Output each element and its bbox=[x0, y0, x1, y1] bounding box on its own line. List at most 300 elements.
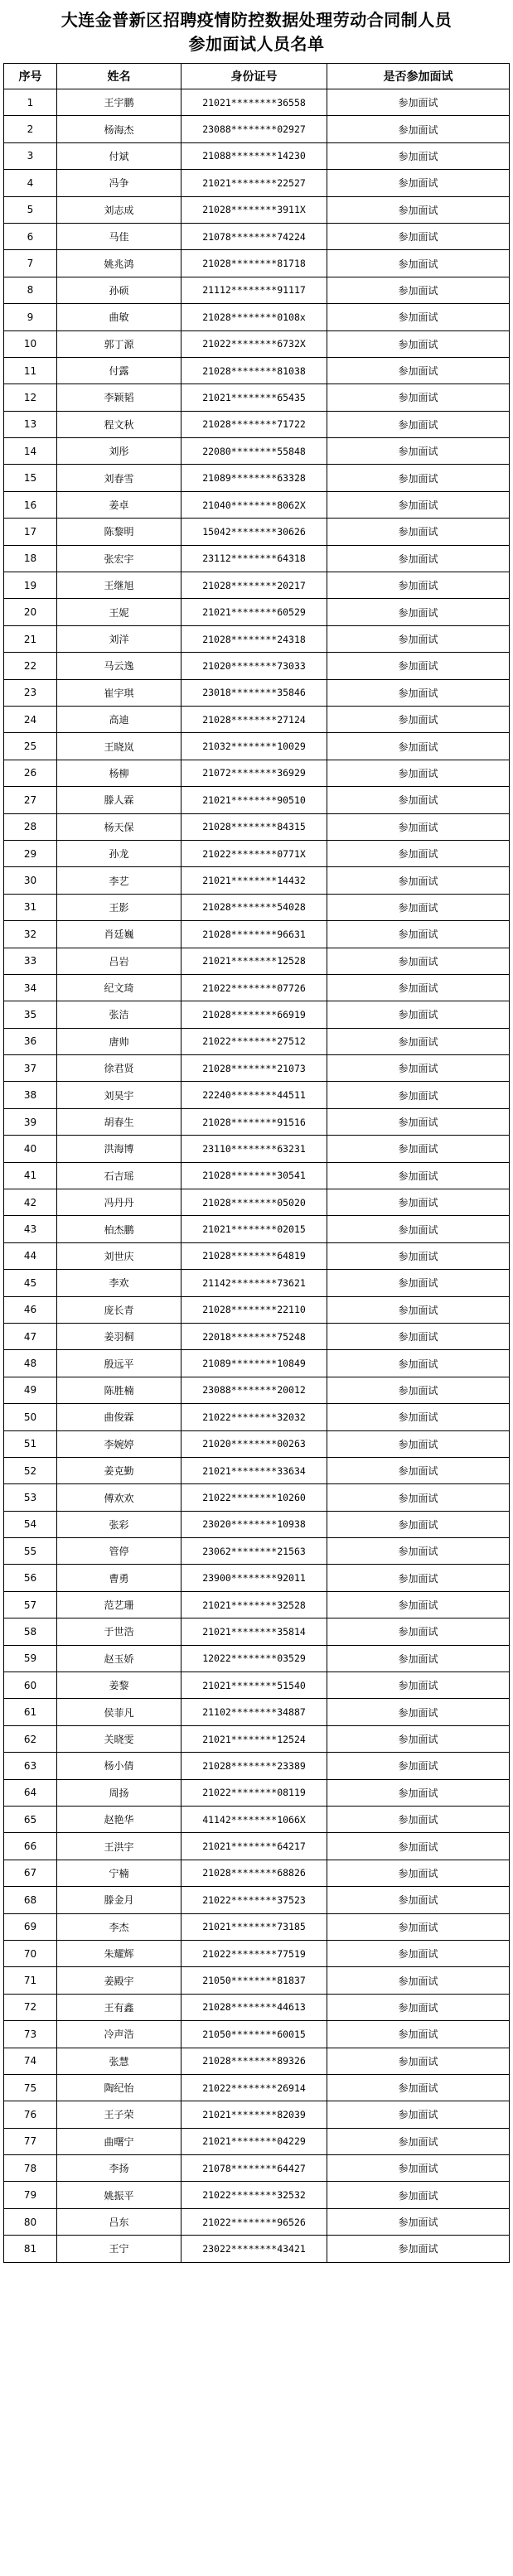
cell-serial-number: 11 bbox=[4, 357, 57, 384]
cell-interview-status: 参加面试 bbox=[327, 1645, 510, 1672]
cell-id-number: 21028********96631 bbox=[181, 921, 327, 948]
cell-interview-status: 参加面试 bbox=[327, 357, 510, 384]
cell-interview-status: 参加面试 bbox=[327, 1108, 510, 1135]
cell-interview-status: 参加面试 bbox=[327, 572, 510, 599]
table-row bbox=[4, 1994, 510, 2020]
cell-id-number: 21021********51540 bbox=[181, 1672, 327, 1699]
cell-serial-number: 62 bbox=[4, 1725, 57, 1752]
table-row bbox=[4, 2048, 510, 2074]
table-row bbox=[4, 491, 510, 518]
cell-id-number: 21028********54028 bbox=[181, 894, 327, 920]
cell-id-number: 21028********05020 bbox=[181, 1189, 327, 1216]
cell-name: 曹勇 bbox=[57, 1565, 181, 1591]
cell-id-number: 41142********1066X bbox=[181, 1807, 327, 1833]
cell-interview-status: 参加面试 bbox=[327, 974, 510, 1001]
cell-id-number: 21022********32032 bbox=[181, 1404, 327, 1430]
table-row bbox=[4, 1001, 510, 1028]
cell-serial-number: 53 bbox=[4, 1484, 57, 1511]
cell-serial-number: 70 bbox=[4, 1940, 57, 1966]
cell-serial-number: 4 bbox=[4, 170, 57, 196]
table-row bbox=[4, 1270, 510, 1296]
cell-interview-status: 参加面试 bbox=[327, 438, 510, 465]
cell-interview-status: 参加面试 bbox=[327, 653, 510, 679]
cell-name: 姚振平 bbox=[57, 2182, 181, 2208]
cell-name: 陶纪怡 bbox=[57, 2074, 181, 2101]
cell-interview-status: 参加面试 bbox=[327, 277, 510, 303]
cell-name: 姜卓 bbox=[57, 491, 181, 518]
cell-serial-number: 14 bbox=[4, 438, 57, 465]
cell-interview-status: 参加面试 bbox=[327, 1216, 510, 1242]
cell-serial-number: 54 bbox=[4, 1511, 57, 1537]
cell-name: 姜羽桐 bbox=[57, 1323, 181, 1349]
cell-id-number: 21028********71722 bbox=[181, 411, 327, 437]
cell-serial-number: 51 bbox=[4, 1430, 57, 1457]
cell-interview-status: 参加面试 bbox=[327, 894, 510, 920]
table-row bbox=[4, 706, 510, 732]
cell-id-number: 21028********0108x bbox=[181, 304, 327, 330]
cell-id-number: 21050********60015 bbox=[181, 2021, 327, 2048]
cell-name: 陈胜楠 bbox=[57, 1377, 181, 1403]
table-row bbox=[4, 1216, 510, 1242]
cell-id-number: 21021********82039 bbox=[181, 2101, 327, 2128]
cell-interview-status: 参加面试 bbox=[327, 2021, 510, 2048]
cell-name: 肖廷巍 bbox=[57, 921, 181, 948]
cell-name: 王洪宇 bbox=[57, 1833, 181, 1860]
cell-serial-number: 55 bbox=[4, 1538, 57, 1565]
cell-serial-number: 24 bbox=[4, 706, 57, 732]
cell-serial-number: 61 bbox=[4, 1699, 57, 1725]
table-row bbox=[4, 653, 510, 679]
cell-interview-status: 参加面试 bbox=[327, 1994, 510, 2020]
cell-interview-status: 参加面试 bbox=[327, 1350, 510, 1377]
table-row bbox=[4, 223, 510, 249]
table-row bbox=[4, 250, 510, 277]
cell-serial-number: 50 bbox=[4, 1404, 57, 1430]
cell-id-number: 21022********08119 bbox=[181, 1779, 327, 1806]
cell-id-number: 21021********22527 bbox=[181, 170, 327, 196]
title-line-2: 参加面试人员名单 bbox=[188, 34, 325, 54]
cell-interview-status: 参加面试 bbox=[327, 196, 510, 223]
cell-name: 柏杰鹏 bbox=[57, 1216, 181, 1242]
cell-id-number: 22018********75248 bbox=[181, 1323, 327, 1349]
cell-name: 王晓岚 bbox=[57, 733, 181, 760]
cell-id-number: 23020********10938 bbox=[181, 1511, 327, 1537]
table-row bbox=[4, 465, 510, 491]
cell-interview-status: 参加面试 bbox=[327, 1779, 510, 1806]
cell-id-number: 12022********03529 bbox=[181, 1645, 327, 1672]
cell-interview-status: 参加面试 bbox=[327, 1940, 510, 1966]
cell-interview-status: 参加面试 bbox=[327, 1967, 510, 1994]
cell-serial-number: 39 bbox=[4, 1108, 57, 1135]
cell-name: 李颖韬 bbox=[57, 384, 181, 411]
cell-id-number: 22080********55848 bbox=[181, 438, 327, 465]
cell-id-number: 21022********26914 bbox=[181, 2074, 327, 2101]
cell-serial-number: 28 bbox=[4, 813, 57, 840]
cell-name: 王影 bbox=[57, 894, 181, 920]
cell-interview-status: 参加面试 bbox=[327, 1404, 510, 1430]
cell-id-number: 15042********30626 bbox=[181, 519, 327, 545]
table-row bbox=[4, 679, 510, 706]
cell-id-number: 23088********02927 bbox=[181, 116, 327, 142]
cell-interview-status: 参加面试 bbox=[327, 1028, 510, 1054]
cell-id-number: 21022********96526 bbox=[181, 2208, 327, 2235]
table-row bbox=[4, 2074, 510, 2101]
cell-serial-number: 17 bbox=[4, 519, 57, 545]
table-row bbox=[4, 89, 510, 116]
table-row bbox=[4, 2101, 510, 2128]
cell-name: 冯丹丹 bbox=[57, 1189, 181, 1216]
cell-serial-number: 13 bbox=[4, 411, 57, 437]
cell-interview-status: 参加面试 bbox=[327, 116, 510, 142]
cell-id-number: 21040********8062X bbox=[181, 491, 327, 518]
cell-serial-number: 52 bbox=[4, 1457, 57, 1483]
cell-serial-number: 19 bbox=[4, 572, 57, 599]
cell-interview-status: 参加面试 bbox=[327, 1001, 510, 1028]
cell-name: 刘洋 bbox=[57, 625, 181, 652]
cell-name: 王继旭 bbox=[57, 572, 181, 599]
cell-id-number: 21021********32528 bbox=[181, 1591, 327, 1618]
cell-id-number: 21028********22110 bbox=[181, 1296, 327, 1323]
cell-id-number: 21028********89326 bbox=[181, 2048, 327, 2074]
cell-name: 关晓雯 bbox=[57, 1725, 181, 1752]
cell-serial-number: 47 bbox=[4, 1323, 57, 1349]
cell-serial-number: 76 bbox=[4, 2101, 57, 2128]
cell-serial-number: 77 bbox=[4, 2128, 57, 2154]
cell-serial-number: 43 bbox=[4, 1216, 57, 1242]
cell-interview-status: 参加面试 bbox=[327, 1753, 510, 1779]
cell-name: 于世浩 bbox=[57, 1618, 181, 1645]
cell-id-number: 21021********02015 bbox=[181, 1216, 327, 1242]
cell-name: 程文秋 bbox=[57, 411, 181, 437]
cell-interview-status: 参加面试 bbox=[327, 1082, 510, 1108]
cell-name: 曲俊霖 bbox=[57, 1404, 181, 1430]
table-row bbox=[4, 1055, 510, 1082]
cell-serial-number: 3 bbox=[4, 142, 57, 169]
cell-id-number: 21021********04229 bbox=[181, 2128, 327, 2154]
cell-serial-number: 36 bbox=[4, 1028, 57, 1054]
cell-serial-number: 20 bbox=[4, 599, 57, 625]
cell-serial-number: 35 bbox=[4, 1001, 57, 1028]
cell-id-number: 21021********14432 bbox=[181, 867, 327, 894]
cell-interview-status: 参加面试 bbox=[327, 1296, 510, 1323]
cell-interview-status: 参加面试 bbox=[327, 1833, 510, 1860]
table-row bbox=[4, 625, 510, 652]
cell-id-number: 21021********12528 bbox=[181, 948, 327, 974]
table-row bbox=[4, 1940, 510, 1966]
table-row bbox=[4, 2182, 510, 2208]
cell-serial-number: 69 bbox=[4, 1913, 57, 1940]
cell-name: 侯菲凡 bbox=[57, 1699, 181, 1725]
cell-name: 孙硕 bbox=[57, 277, 181, 303]
header-id-number: 身份证号 bbox=[181, 64, 327, 89]
table-row bbox=[4, 196, 510, 223]
cell-name: 孙龙 bbox=[57, 840, 181, 866]
table-row bbox=[4, 760, 510, 786]
cell-interview-status: 参加面试 bbox=[327, 465, 510, 491]
cell-interview-status: 参加面试 bbox=[327, 679, 510, 706]
cell-interview-status: 参加面试 bbox=[327, 170, 510, 196]
table-row bbox=[4, 1189, 510, 1216]
cell-interview-status: 参加面试 bbox=[327, 519, 510, 545]
cell-id-number: 21028********81718 bbox=[181, 250, 327, 277]
cell-name: 庞长青 bbox=[57, 1296, 181, 1323]
cell-serial-number: 56 bbox=[4, 1565, 57, 1591]
table-row bbox=[4, 1136, 510, 1162]
cell-name: 杨海杰 bbox=[57, 116, 181, 142]
table-row bbox=[4, 572, 510, 599]
cell-serial-number: 74 bbox=[4, 2048, 57, 2074]
cell-interview-status: 参加面试 bbox=[327, 1725, 510, 1752]
cell-serial-number: 9 bbox=[4, 304, 57, 330]
cell-serial-number: 44 bbox=[4, 1242, 57, 1269]
table-row bbox=[4, 921, 510, 948]
cell-id-number: 21078********74224 bbox=[181, 223, 327, 249]
cell-id-number: 22240********44511 bbox=[181, 1082, 327, 1108]
cell-serial-number: 65 bbox=[4, 1807, 57, 1833]
cell-id-number: 21021********36558 bbox=[181, 89, 327, 116]
cell-interview-status: 参加面试 bbox=[327, 1618, 510, 1645]
cell-serial-number: 45 bbox=[4, 1270, 57, 1296]
table-row bbox=[4, 1108, 510, 1135]
cell-name: 张慧 bbox=[57, 2048, 181, 2074]
cell-interview-status: 参加面试 bbox=[327, 733, 510, 760]
cell-interview-status: 参加面试 bbox=[327, 1860, 510, 1886]
table-row bbox=[4, 1162, 510, 1189]
table-row bbox=[4, 1913, 510, 1940]
cell-id-number: 21021********60529 bbox=[181, 599, 327, 625]
cell-interview-status: 参加面试 bbox=[327, 1242, 510, 1269]
table-row bbox=[4, 2021, 510, 2048]
cell-interview-status: 参加面试 bbox=[327, 411, 510, 437]
cell-interview-status: 参加面试 bbox=[327, 2182, 510, 2208]
table-header bbox=[4, 64, 510, 89]
cell-interview-status: 参加面试 bbox=[327, 223, 510, 249]
cell-serial-number: 34 bbox=[4, 974, 57, 1001]
cell-name: 王妮 bbox=[57, 599, 181, 625]
cell-serial-number: 18 bbox=[4, 545, 57, 572]
cell-name: 徐君贤 bbox=[57, 1055, 181, 1082]
cell-serial-number: 75 bbox=[4, 2074, 57, 2101]
cell-id-number: 21021********90510 bbox=[181, 787, 327, 813]
cell-name: 洪海博 bbox=[57, 1136, 181, 1162]
cell-serial-number: 21 bbox=[4, 625, 57, 652]
cell-serial-number: 68 bbox=[4, 1887, 57, 1913]
cell-serial-number: 79 bbox=[4, 2182, 57, 2208]
cell-name: 赵艳华 bbox=[57, 1807, 181, 1833]
cell-serial-number: 15 bbox=[4, 465, 57, 491]
table-row bbox=[4, 1887, 510, 1913]
cell-serial-number: 22 bbox=[4, 653, 57, 679]
cell-interview-status: 参加面试 bbox=[327, 1457, 510, 1483]
cell-name: 崔宇琪 bbox=[57, 679, 181, 706]
cell-interview-status: 参加面试 bbox=[327, 1538, 510, 1565]
cell-serial-number: 66 bbox=[4, 1833, 57, 1860]
cell-name: 李艺 bbox=[57, 867, 181, 894]
table-row bbox=[4, 519, 510, 545]
cell-id-number: 21022********27512 bbox=[181, 1028, 327, 1054]
table-row bbox=[4, 1860, 510, 1886]
cell-id-number: 21021********64217 bbox=[181, 1833, 327, 1860]
table-row bbox=[4, 1967, 510, 1994]
cell-serial-number: 63 bbox=[4, 1753, 57, 1779]
cell-interview-status: 参加面试 bbox=[327, 2101, 510, 2128]
cell-name: 唐帅 bbox=[57, 1028, 181, 1054]
cell-interview-status: 参加面试 bbox=[327, 625, 510, 652]
cell-name: 范艺珊 bbox=[57, 1591, 181, 1618]
table-row bbox=[4, 1457, 510, 1483]
cell-serial-number: 10 bbox=[4, 330, 57, 357]
cell-name: 胡春生 bbox=[57, 1108, 181, 1135]
table-row bbox=[4, 1377, 510, 1403]
table-row bbox=[4, 733, 510, 760]
cell-serial-number: 30 bbox=[4, 867, 57, 894]
cell-serial-number: 72 bbox=[4, 1994, 57, 2020]
cell-interview-status: 参加面试 bbox=[327, 142, 510, 169]
cell-serial-number: 2 bbox=[4, 116, 57, 142]
cell-id-number: 21022********37523 bbox=[181, 1887, 327, 1913]
cell-interview-status: 参加面试 bbox=[327, 1162, 510, 1189]
table-row bbox=[4, 867, 510, 894]
cell-interview-status: 参加面试 bbox=[327, 813, 510, 840]
cell-name: 刘彤 bbox=[57, 438, 181, 465]
table-row bbox=[4, 1511, 510, 1537]
cell-name: 滕人霖 bbox=[57, 787, 181, 813]
table-row bbox=[4, 894, 510, 920]
cell-interview-status: 参加面试 bbox=[327, 1270, 510, 1296]
table-row bbox=[4, 1753, 510, 1779]
cell-id-number: 21022********0771X bbox=[181, 840, 327, 866]
cell-serial-number: 25 bbox=[4, 733, 57, 760]
cell-name: 朱耀辉 bbox=[57, 1940, 181, 1966]
cell-name: 王有鑫 bbox=[57, 1994, 181, 2020]
cell-name: 马佳 bbox=[57, 223, 181, 249]
cell-name: 王宇鹏 bbox=[57, 89, 181, 116]
cell-serial-number: 12 bbox=[4, 384, 57, 411]
cell-name: 宁楠 bbox=[57, 1860, 181, 1886]
table-row bbox=[4, 2208, 510, 2235]
cell-serial-number: 58 bbox=[4, 1618, 57, 1645]
cell-name: 滕金月 bbox=[57, 1887, 181, 1913]
cell-id-number: 23900********92011 bbox=[181, 1565, 327, 1591]
cell-name: 吕东 bbox=[57, 2208, 181, 2235]
cell-id-number: 21022********77519 bbox=[181, 1940, 327, 1966]
cell-name: 冯争 bbox=[57, 170, 181, 196]
cell-id-number: 21028********84315 bbox=[181, 813, 327, 840]
cell-serial-number: 31 bbox=[4, 894, 57, 920]
cell-interview-status: 参加面试 bbox=[327, 2155, 510, 2182]
cell-id-number: 21089********63328 bbox=[181, 465, 327, 491]
cell-interview-status: 参加面试 bbox=[327, 1887, 510, 1913]
table-row bbox=[4, 116, 510, 142]
table-row bbox=[4, 1672, 510, 1699]
cell-name: 殷远平 bbox=[57, 1350, 181, 1377]
cell-interview-status: 参加面试 bbox=[327, 545, 510, 572]
cell-serial-number: 41 bbox=[4, 1162, 57, 1189]
cell-id-number: 21022********07726 bbox=[181, 974, 327, 1001]
cell-serial-number: 23 bbox=[4, 679, 57, 706]
cell-serial-number: 60 bbox=[4, 1672, 57, 1699]
cell-name: 马云逸 bbox=[57, 653, 181, 679]
table-row bbox=[4, 438, 510, 465]
cell-serial-number: 32 bbox=[4, 921, 57, 948]
cell-id-number: 21028********81038 bbox=[181, 357, 327, 384]
cell-serial-number: 5 bbox=[4, 196, 57, 223]
table-row bbox=[4, 1484, 510, 1511]
cell-id-number: 23022********43421 bbox=[181, 2236, 327, 2262]
cell-interview-status: 参加面试 bbox=[327, 1699, 510, 1725]
cell-serial-number: 48 bbox=[4, 1350, 57, 1377]
cell-name: 姚兆鸿 bbox=[57, 250, 181, 277]
cell-serial-number: 40 bbox=[4, 1136, 57, 1162]
cell-id-number: 21021********35814 bbox=[181, 1618, 327, 1645]
table-row bbox=[4, 1779, 510, 1806]
cell-serial-number: 1 bbox=[4, 89, 57, 116]
cell-interview-status: 参加面试 bbox=[327, 2048, 510, 2074]
cell-name: 冷声浩 bbox=[57, 2021, 181, 2048]
cell-id-number: 21028********20217 bbox=[181, 572, 327, 599]
table-row bbox=[4, 948, 510, 974]
cell-interview-status: 参加面试 bbox=[327, 1055, 510, 1082]
cell-serial-number: 57 bbox=[4, 1591, 57, 1618]
cell-name: 杨小倩 bbox=[57, 1753, 181, 1779]
table-row bbox=[4, 142, 510, 169]
cell-name: 张洁 bbox=[57, 1001, 181, 1028]
cell-id-number: 23062********21563 bbox=[181, 1538, 327, 1565]
cell-id-number: 23112********64318 bbox=[181, 545, 327, 572]
table-row bbox=[4, 1618, 510, 1645]
cell-name: 李欢 bbox=[57, 1270, 181, 1296]
cell-serial-number: 38 bbox=[4, 1082, 57, 1108]
cell-serial-number: 64 bbox=[4, 1779, 57, 1806]
cell-id-number: 21028********23389 bbox=[181, 1753, 327, 1779]
cell-id-number: 21089********10849 bbox=[181, 1350, 327, 1377]
cell-serial-number: 49 bbox=[4, 1377, 57, 1403]
cell-id-number: 21032********10029 bbox=[181, 733, 327, 760]
cell-id-number: 21020********00263 bbox=[181, 1430, 327, 1457]
table-row bbox=[4, 411, 510, 437]
table-row bbox=[4, 1430, 510, 1457]
interview-roster-table bbox=[3, 63, 510, 2263]
header-interview-status: 是否参加面试 bbox=[327, 64, 510, 89]
cell-id-number: 23018********35846 bbox=[181, 679, 327, 706]
cell-interview-status: 参加面试 bbox=[327, 491, 510, 518]
cell-serial-number: 81 bbox=[4, 2236, 57, 2262]
cell-name: 付斌 bbox=[57, 142, 181, 169]
cell-name: 纪文琦 bbox=[57, 974, 181, 1001]
cell-id-number: 21020********73033 bbox=[181, 653, 327, 679]
table-row bbox=[4, 1591, 510, 1618]
table-row bbox=[4, 1242, 510, 1269]
cell-interview-status: 参加面试 bbox=[327, 1484, 510, 1511]
cell-interview-status: 参加面试 bbox=[327, 840, 510, 866]
cell-interview-status: 参加面试 bbox=[327, 1430, 510, 1457]
cell-serial-number: 7 bbox=[4, 250, 57, 277]
cell-name: 李婉婷 bbox=[57, 1430, 181, 1457]
cell-serial-number: 80 bbox=[4, 2208, 57, 2235]
cell-id-number: 21142********73621 bbox=[181, 1270, 327, 1296]
cell-name: 管停 bbox=[57, 1538, 181, 1565]
cell-name: 姜黎 bbox=[57, 1672, 181, 1699]
cell-name: 张彩 bbox=[57, 1511, 181, 1537]
cell-name: 刘志成 bbox=[57, 196, 181, 223]
table-row bbox=[4, 1028, 510, 1054]
table-row bbox=[4, 357, 510, 384]
cell-serial-number: 73 bbox=[4, 2021, 57, 2048]
cell-serial-number: 42 bbox=[4, 1189, 57, 1216]
cell-name: 陈黎明 bbox=[57, 519, 181, 545]
table-row bbox=[4, 1565, 510, 1591]
cell-id-number: 21028********21073 bbox=[181, 1055, 327, 1082]
